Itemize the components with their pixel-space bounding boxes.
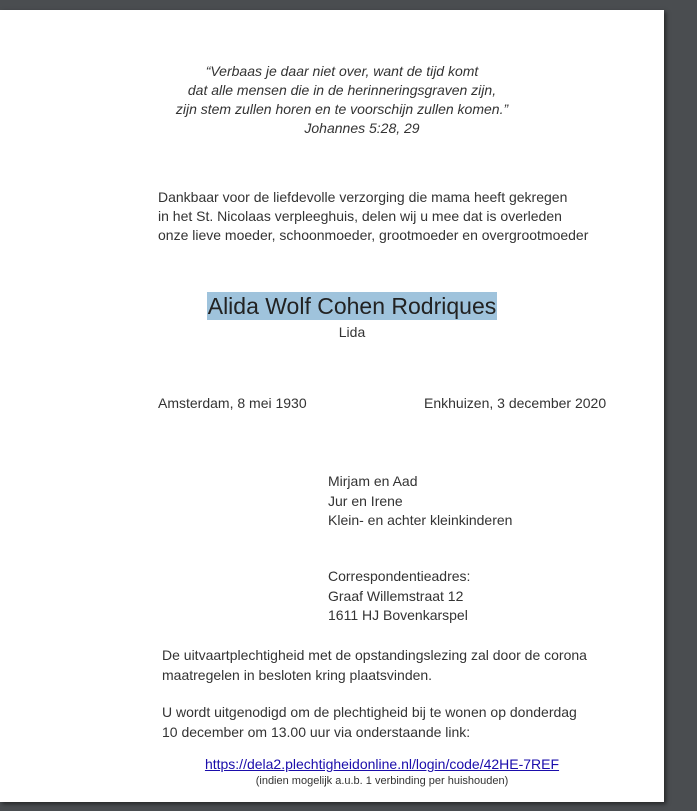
invitation-line: U wordt uitgenodigd om de plechtigheid bij te wonen op donderdag: [162, 704, 577, 720]
family-line: Klein- en achter kleinkinderen: [328, 512, 513, 528]
bible-quote: [10, 62, 664, 138]
address-label: Correspondentieadres:: [328, 568, 471, 584]
quote-reference: Johannes 5:28, 29: [304, 120, 420, 136]
address-city: 1611 HJ Bovenkarspel: [328, 607, 468, 623]
intro-paragraph: [158, 188, 588, 245]
ceremony-paragraph: [162, 646, 587, 685]
family-line: Mirjam en Aad: [328, 473, 418, 489]
deceased-nickname: Lida: [338, 324, 366, 340]
correspondence-address: [328, 567, 470, 626]
quote-line: zijn stem zullen horen en te voorschijn zullen komen.”: [175, 101, 509, 117]
intro-line: in het St. Nicolaas verpleeghuis, delen wij u mee dat is overleden: [158, 208, 562, 224]
ceremony-line: maatregelen in besloten kring plaatsvinden.: [162, 666, 433, 683]
birth-date: Amsterdam, 8 mei 1930: [158, 395, 307, 411]
intro-line: Dankbaar voor de liefdevolle verzorging die mama heeft gekregen: [158, 189, 568, 205]
deceased-block: [20, 292, 664, 342]
ceremony-line: De uitvaartplechtigheid met de opstandingslezing zal door de corona: [162, 647, 587, 663]
quote-line: “Verbaas je daar niet over, want de tijd komt: [205, 63, 479, 79]
link-block: [50, 756, 664, 787]
death-date: Enkhuizen, 3 december 2020: [424, 395, 607, 411]
ceremony-link[interactable]: https://dela2.plechtigheidonline.nl/login/code/42HE-7REF: [204, 756, 560, 772]
link-note: (indien mogelijk a.u.b. 1 verbinding per huishouden): [255, 775, 509, 787]
quote-line: dat alle mensen die in de herinneringsgraven zijn,: [187, 82, 497, 98]
document-page: [0, 10, 664, 802]
invitation-line: 10 december om 13.00 uur via onderstaande link:: [162, 723, 471, 740]
deceased-name[interactable]: Alida Wolf Cohen Rodriques: [207, 293, 497, 319]
intro-line: onze lieve moeder, schoonmoeder, grootmoeder en overgrootmoeder: [158, 227, 589, 243]
family-line: Jur en Irene: [328, 492, 403, 509]
address-street: Graaf Willemstraat 12: [328, 587, 464, 604]
family-list: [328, 472, 512, 531]
invitation-paragraph: [162, 703, 577, 742]
